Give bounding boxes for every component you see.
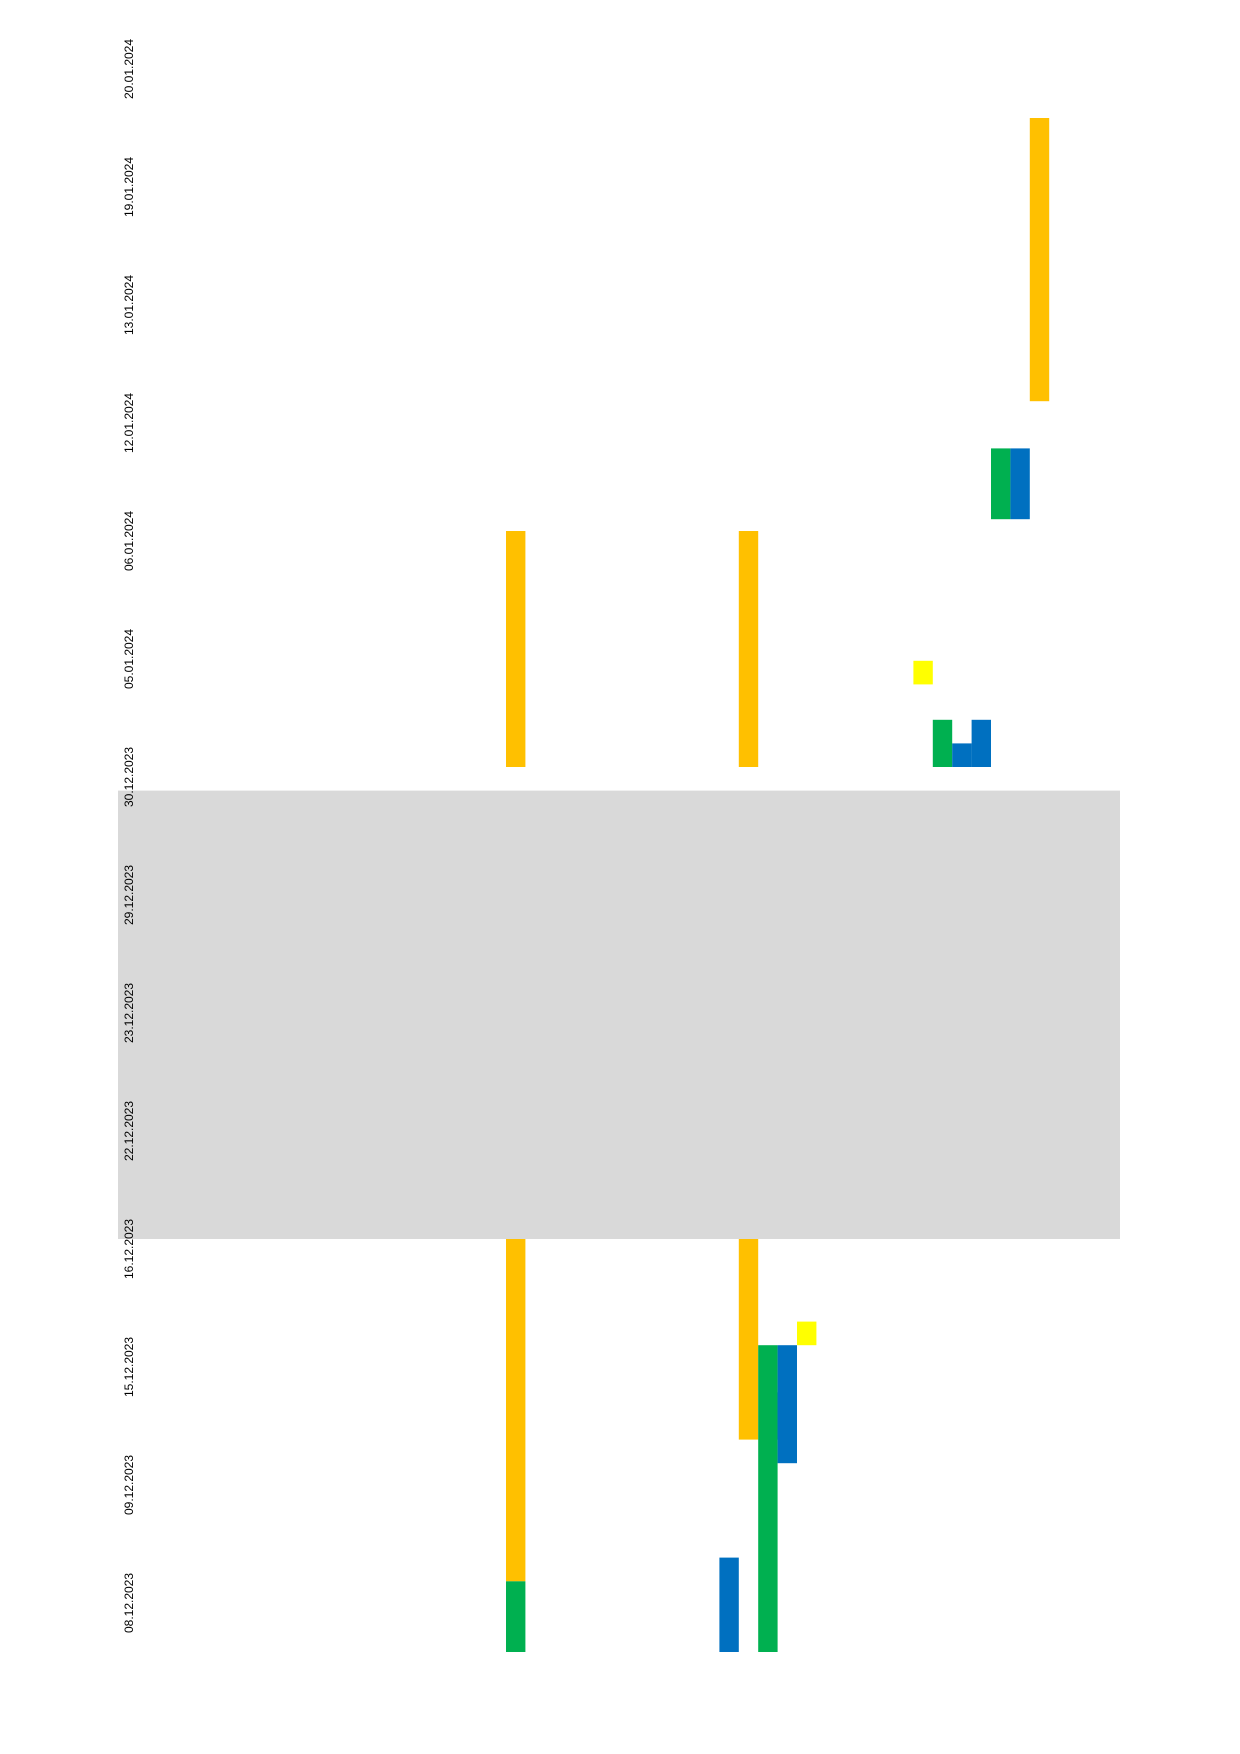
date-label: 16.12.2023 <box>122 1218 136 1280</box>
date-label: 06.01.2024 <box>122 510 136 572</box>
gantt-bar-blue <box>778 1345 797 1463</box>
date-label: 29.12.2023 <box>122 864 136 926</box>
gantt-bar-green <box>506 1581 525 1652</box>
gantt-bar-green <box>991 448 1010 519</box>
date-label: 05.01.2024 <box>122 628 136 690</box>
gantt-bar-green <box>758 1345 777 1652</box>
holiday-shaded-period <box>118 791 1120 1239</box>
date-label: 09.12.2023 <box>122 1454 136 1516</box>
date-label: 08.12.2023 <box>122 1572 136 1634</box>
gantt-bar-yellow <box>797 1322 816 1346</box>
gantt-bar-blue <box>972 720 991 767</box>
date-label: 30.12.2023 <box>122 746 136 808</box>
gantt-bar-blue <box>952 743 971 767</box>
gantt-bar-orange <box>739 1239 758 1440</box>
gantt-bar-yellow <box>913 661 932 685</box>
date-label: 22.12.2023 <box>122 1100 136 1162</box>
gantt-bar-blue <box>1010 448 1029 519</box>
date-label: 12.01.2024 <box>122 392 136 454</box>
shaded-period-layer <box>118 791 1120 1239</box>
gantt-bar-orange <box>506 531 525 767</box>
date-label: 23.12.2023 <box>122 982 136 1044</box>
gantt-bar-blue <box>719 1558 738 1652</box>
date-label: 19.01.2024 <box>122 156 136 218</box>
gantt-bar-orange <box>1030 118 1049 401</box>
gantt-bar-green <box>933 720 952 767</box>
gantt-bar-orange <box>739 531 758 767</box>
date-label: 15.12.2023 <box>122 1336 136 1398</box>
gantt-bar-orange <box>506 1239 525 1581</box>
date-label: 13.01.2024 <box>122 274 136 336</box>
date-label: 20.01.2024 <box>122 38 136 100</box>
